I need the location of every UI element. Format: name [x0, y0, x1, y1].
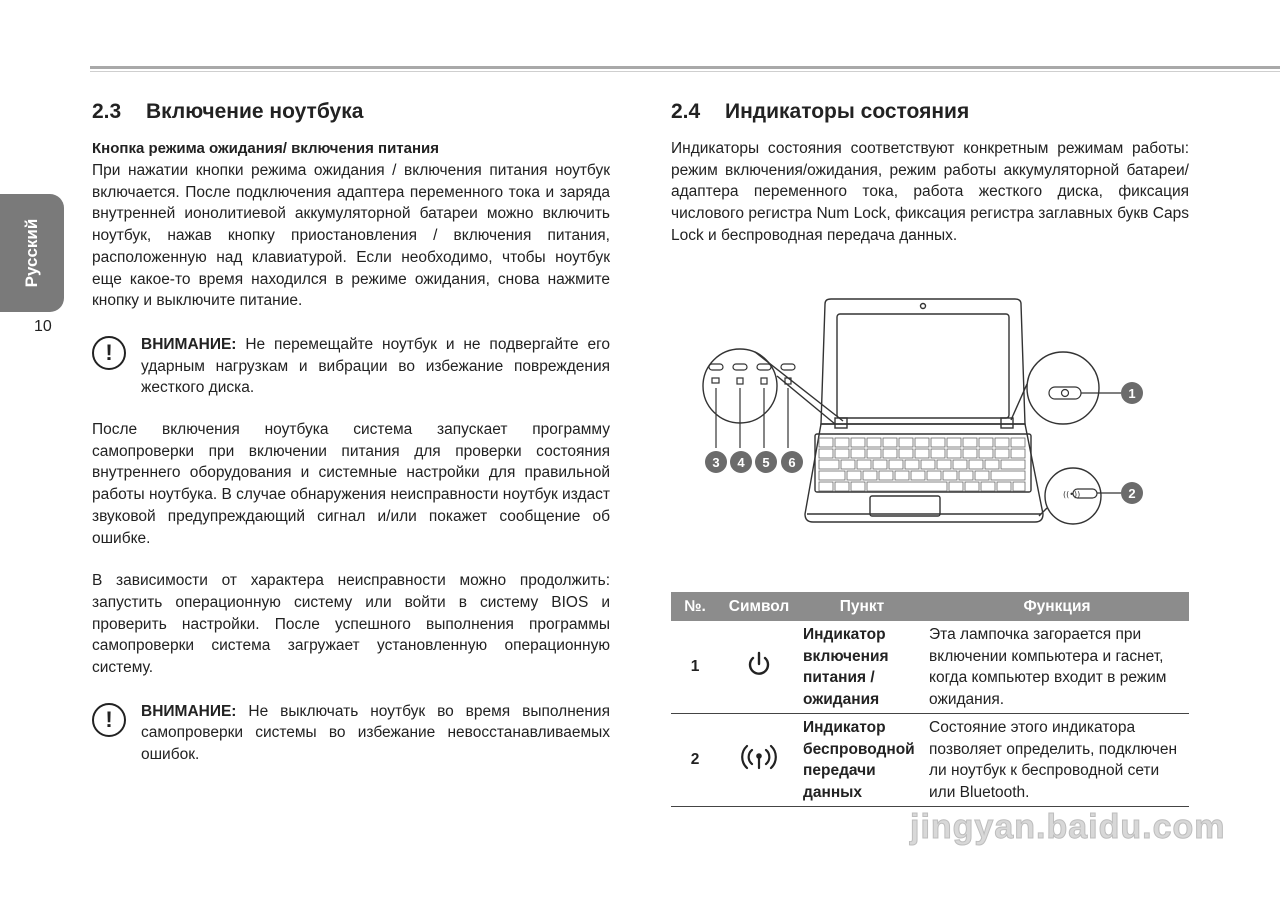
indicators-intro: Индикаторы состояния соответствуют конкретным режимам работы: режим включения/ожидания, режим работы аккумуляторной батареи/адаптера переменного тока, работа жесткого диска, фиксация числового регистра Num Lock, фиксация регистра заглавных букв Caps Lock и беспроводная передача данных.: [671, 140, 1189, 244]
standby-button-subheading: Кнопка режима ожидания/ включения питания: [92, 140, 440, 157]
laptop-illustration: [695, 296, 1175, 536]
language-tab: [0, 194, 64, 312]
watermark: jingyan.baidu.com: [910, 808, 1226, 846]
col-header-num: №.: [671, 592, 719, 621]
callout-3: 3: [712, 455, 720, 470]
page-number: 10: [34, 318, 52, 335]
power-icon: [745, 650, 773, 678]
table-row: 1 Индикатор включения питания / ожидания Эта лампочка загорается при включении компьютера и гаснет, когда компьютер входит в режим ожидания.: [671, 621, 1189, 714]
callout-1: 1: [1128, 386, 1136, 401]
section-2-4-heading: 2.4 Индикаторы состояния: [671, 100, 970, 123]
col-header-item: Пункт: [799, 592, 925, 621]
power-paragraph: При нажатии кнопки режима ожидания / включения питания ноутбук включается. После подключения адаптера переменного тока и заряда внутренней ионолитиевой аккумуляторной батареи можно включить ноутбук, нажав кнопку приостановления / включения питания, расположенную над клавиатурой. Если необходимо, чтобы ноутбук еще какое-то время находился в режиме ожидания, снова нажмите кнопку и выключите питание.: [92, 162, 610, 310]
left-column: [92, 100, 610, 786]
svg-text:((•)): ((•)): [1063, 490, 1081, 499]
right-column: [671, 100, 1189, 247]
warning-icon: !: [92, 703, 126, 737]
warning-icon: !: [92, 336, 126, 370]
section-2-3-heading: 2.3 Включение ноутбука: [92, 100, 364, 123]
warning-block-2: ! ВНИМАНИЕ: Не выключать ноутбук во время выполнения самопроверки системы во избежание невосстанавливаемых ошибок.: [92, 701, 610, 766]
callout-5: 5: [762, 455, 770, 470]
header-rule: [90, 66, 1280, 69]
wireless-icon: [740, 742, 778, 772]
table-row: 2 Индикатор беспроводной передачи данных Состояние этого индикатора позволяет определить, подключен ли ноутбук к беспроводной сети или Bluetooth.: [671, 714, 1189, 807]
header-rule-thin: [90, 71, 1280, 72]
bios-paragraph: В зависимости от характера неисправности можно продолжить: запустить операционную систему или войти в систему BIOS и проверить настройки. После успешного выполнения программы самопроверки система загружает установленную операционную систему.: [92, 572, 610, 677]
indicator-table: [671, 592, 1189, 807]
col-header-symbol: Символ: [719, 592, 799, 621]
callout-4: 4: [737, 455, 745, 470]
col-header-function: Функция: [925, 592, 1189, 621]
callout-2: 2: [1128, 486, 1136, 501]
table-header-row: [671, 592, 1189, 621]
language-tab-label: Русский: [22, 218, 41, 288]
warning-block-1: ! ВНИМАНИЕ: Не перемещайте ноутбук и не подвергайте его ударным нагрузкам и вибрации во избежание повреждения жесткого диска.: [92, 334, 610, 399]
callout-6: 6: [788, 455, 796, 470]
post-paragraph: После включения ноутбука система запускает программу самопроверки при включении питания для проверки состояния внутреннего оборудования и системные настройки для правильной работы ноутбука. В случае обнаружения неисправности ноутбук издаст звуковой предупреждающий сигнал и/или покажет сообщение об ошибке.: [92, 421, 610, 547]
